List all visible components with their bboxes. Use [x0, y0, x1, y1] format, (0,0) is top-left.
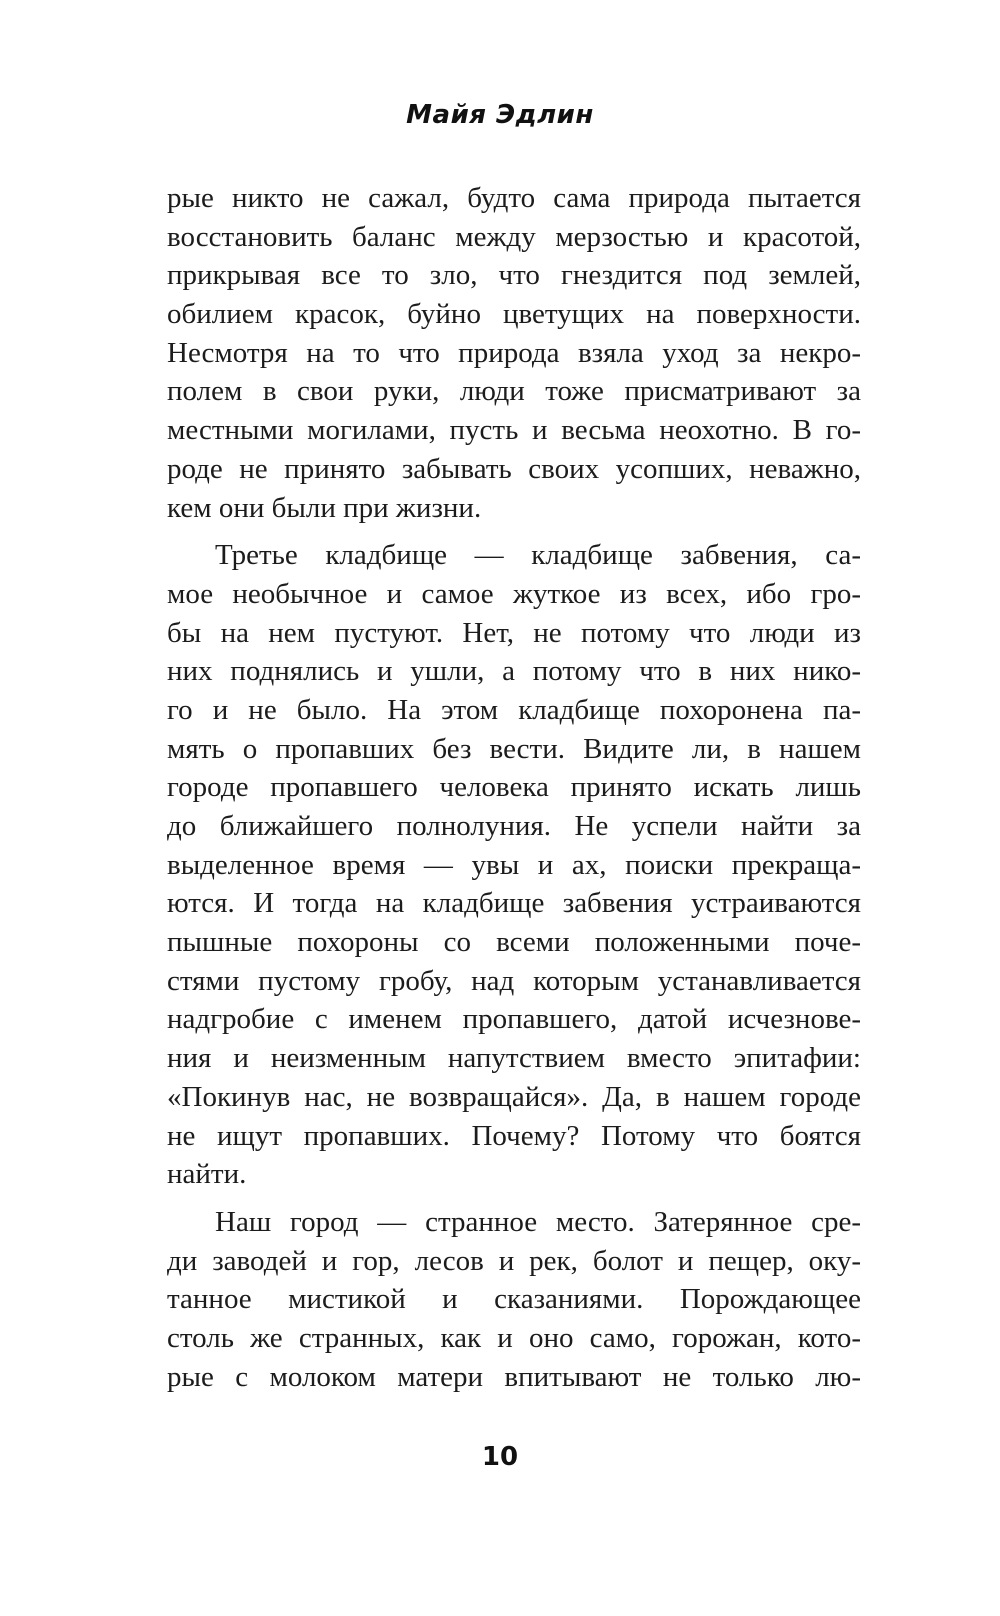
text-line: мое необычное и самое жуткое из всех, ибо гро- [167, 577, 861, 610]
text-line: стями пустому гробу, над которым устанавливается [167, 964, 861, 997]
paragraph-gap [167, 527, 861, 536]
text-line: роде не принято забывать своих усопших, неважно, [167, 452, 861, 485]
text-line: бы на нем пустуют. Нет, не потому что люди из [167, 616, 861, 649]
paragraph [167, 536, 861, 1194]
text-line: го и не было. На этом кладбище похоронена па- [167, 693, 861, 726]
text-line: не ищут пропавших. Почему? Потому что боятся [167, 1119, 861, 1152]
text-line: танное мистикой и сказаниями. Порождающее [167, 1283, 861, 1316]
text-line: найти. [167, 1158, 247, 1191]
text-line: восстановить баланс между мерзостью и красотой, [167, 220, 861, 253]
text-line: мять о пропавших без вести. Видите ли, в нашем [167, 732, 861, 765]
text-line: рые с молоком матери впитывают не только лю- [167, 1360, 861, 1393]
text-line: столь же странных, как и оно само, горожан, кото- [167, 1321, 861, 1354]
paragraph-gap [167, 1194, 861, 1203]
text-line: Несмотря на то что природа взяла уход за некро- [167, 336, 861, 369]
text-line: пышные похороны со всеми положенными поче- [167, 926, 861, 959]
text-line: обилием красок, буйно цветущих на поверхности. [167, 298, 861, 331]
text-line: «Покинув нас, не возвращайся». Да, в нашем городе [167, 1080, 861, 1113]
text-line: городе пропавшего человека принято искать лишь [167, 771, 861, 804]
text-line: выделенное время — увы и ах, поиски прекраща- [167, 848, 861, 881]
text-line: до ближайшего полнолуния. Не успели найти за [167, 810, 861, 842]
text-line: кем они были при жизни. [167, 491, 482, 524]
text-line: надгробие с именем пропавшего, датой исчезнове- [167, 1003, 861, 1036]
body-text [167, 179, 861, 1396]
running-header-author: Майя Эдлин [406, 100, 594, 130]
text-line: местными могилами, пусть и весьма неохотно. В го- [167, 414, 861, 447]
text-line: рые никто не сажал, будто сама природа пытается [167, 182, 861, 214]
text-line: Третье кладбище — кладбище забвения, са- [215, 539, 861, 572]
text-line: прикрывая все то зло, что гнездится под землей, [167, 259, 861, 292]
text-line: полем в свои руки, люди тоже присматривают за [167, 375, 861, 408]
text-line: ются. И тогда на кладбище забвения устраиваются [167, 887, 861, 920]
text-line: Наш город — странное место. Затерянное сре- [215, 1205, 861, 1238]
text-line: ния и неизменным напутствием вместо эпитафии: [167, 1042, 861, 1075]
paragraph [167, 179, 861, 527]
page-number: 10 [481, 1442, 519, 1472]
paragraph [167, 1203, 861, 1396]
text-line: них поднялись и ушли, а потому что в них нико- [167, 655, 861, 688]
text-line: ди заводей и гор, лесов и рек, болот и пещер, оку- [167, 1244, 861, 1277]
